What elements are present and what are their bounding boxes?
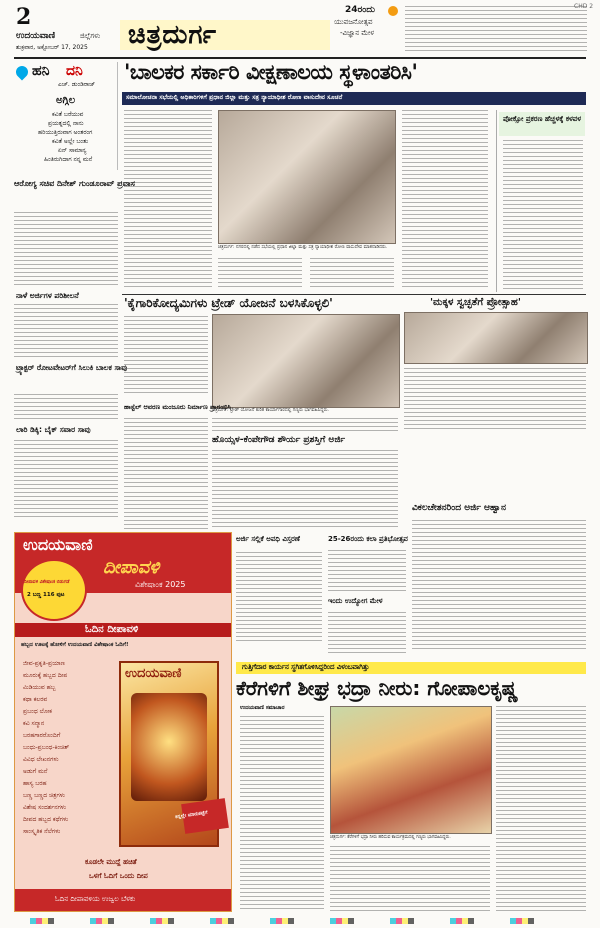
clean-headline: 'ಮಕ್ಕಳ ಸ್ವಚ್ಛತೆಗೆ ಪ್ರೋತ್ಸಾಹ': [430, 297, 521, 308]
mid-story-headline: ಹಾಸ್ಟೆಲ್ ಆವರಣ ಮಂಜೂರು ನಿರ್ಮಾಣ ಪ್ರಾರಂಭಿಸಿ: [124, 403, 231, 411]
column-brand: ಹನಿ: [32, 63, 50, 79]
left-story-body: [14, 440, 118, 520]
mid-story-body: [328, 550, 406, 592]
mid-story-body: [412, 520, 586, 652]
trade-headline: 'ಕೈಗಾರಿಕೋದ್ಯಮಿಗಳು ಟ್ರೇಡ್ ಯೋಜನೆ ಬಳಸಿಕೊಳ್ಳಲಿ': [124, 296, 333, 310]
ad-content-item: ಕವಿ ಸನ್ಮಾನ: [23, 720, 45, 727]
ad-footer-1: ಕೂಡಲೇ ಮುದ್ದೆ ಹಚಿತೆ: [85, 858, 137, 866]
promo-line-3: -ವಿಜ್ಞಾನ ಮೇಳ: [340, 29, 375, 37]
ad-content-item: ಪ್ರಬಂಧ ಲೋಕ: [23, 708, 52, 715]
trade-body: [124, 316, 208, 396]
main-subhead: ಸಮಾಲೋಚನಾ ಸಭೆಯಲ್ಲಿ ಅಧಿಕಾರಿಗಳಿಗೆ ಪ್ರಧಾನ ಜಿಲ್ಲಾ ಮತ್ತು ಸತ್ರ ನ್ಯಾಯಾಧೀಶ ರೋಣ ವಾಸುದೇವ ಸೂಚನೆ: [126, 94, 343, 101]
left-story-body: [14, 304, 118, 360]
paper-name: ಉದಯವಾಣಿ: [16, 31, 56, 41]
ad-content-item: ಮಿಡಿಯುವ ಹಬ್ಬ: [23, 684, 56, 691]
ad-content-item: ಬರಹಗಾರರೊಂದಿಗೆ: [23, 732, 61, 739]
section-rule: [122, 294, 586, 295]
pocso-body: [503, 140, 583, 290]
ad-footer-2: ಒಳಗೆ ಓದಿಗೆ ಒಂದು ದೀಪ: [89, 872, 148, 880]
ad-cover-art: [131, 693, 207, 801]
column-brand-accent: ದನಿ: [66, 63, 83, 79]
column-author: ಎಚ್. ಡುಂಡಿರಾಜ್: [58, 81, 96, 88]
trade-body: [212, 418, 398, 432]
clean-photo: [404, 312, 588, 364]
ad-footer-3: ಓದಿನ ದೀಪಾವಳಿಯ ಉಜ್ವಲ ಬೆಳಕು: [55, 895, 136, 903]
ad-content-item: ಜೀವ-ಪ್ರಕೃತಿ-ಪ್ರಯಾಣ: [23, 660, 65, 667]
main-caption: ಚಿತ್ರದುರ್ಗ: ನಗರದಲ್ಲಿ ನಡೆದ ಸಭೆಯಲ್ಲಿ ಪ್ರಧಾನ ಜಿಲ್ಲಾ ಮತ್ತು ಸತ್ರ ನ್ಯಾಯಾಧೀಶ ರೋಣ ವಾಸುದೇವ ಮಾತನಾಡಿದರು.: [218, 245, 388, 250]
promo-line-2: ಯುವಜನೋತ್ಸವ: [334, 18, 373, 26]
poem-line: ಏನ್ ಸಾಮಾನ್ಯ: [58, 147, 87, 154]
column-box: [14, 62, 118, 170]
left-story-body: [14, 212, 118, 288]
mid-story-body: [124, 418, 208, 488]
poem-line: ಕವಿತೆ ಬರೆಯುವ: [52, 111, 84, 118]
bottom-byline: ಉದಯವಾಣಿ ಸಮಾಚಾರ: [240, 705, 285, 711]
bottom-body-col1: [240, 716, 324, 912]
page-tag: CHD 2: [574, 3, 594, 10]
bottom-kicker: ಗುತ್ತಿಗೆದಾರ ಕಾರ್ಯನ ಸ್ಥಗಿತಗೊಳಿಸಿದ್ದರಿಂದ ವಿಳಂಬವಾಗಿತ್ತು: [242, 663, 370, 671]
ad-brand: ಉದಯವಾಣಿ: [23, 535, 93, 554]
ad-content-item: ಸಾಂಸ್ಕೃತಿಕ ನೆಲೆಗಳು: [23, 828, 61, 835]
ad-sticker-text: ಕಿನ್ನಲ್ಲೇ ಮಾರುಕಟ್ಟೆಗೆ: [174, 809, 208, 821]
poem-line: ಕವಿತೆ ಅಲ್ಲೇ ಬಂತು: [52, 138, 89, 145]
poem-line: ಹರಿಯುತ್ತಿರುವಾಗ ಅಂತರಂಗ: [38, 129, 93, 136]
ad-content-item: ವಿಶೇಷ ಸಂದರ್ಶನಗಳು: [23, 804, 66, 811]
ad-badge-text: ದೀಪಾವಳಿ ವಿಶೇಷಾಂಕ ಬಿಡುಗಡೆ: [24, 580, 70, 585]
left-story-body: [14, 394, 118, 422]
trade-photo: [212, 314, 400, 408]
mid-story-body: [212, 450, 398, 530]
left-story-headline: ಲಾರಿ ಡಿಕ್ಕಿ: ಬೈಕ್ ಸವಾರ ಸಾವು: [16, 425, 91, 434]
ad-content-item: ಅಡುಗೆ ಮನೆ: [23, 768, 48, 775]
masthead: [0, 0, 600, 52]
ad-content-item: ದೀಪದ ಹಬ್ಬದ ಕಥೆಗಳು: [23, 816, 69, 823]
ad-band: ಓದಿನ ದೀಪಾವಳಿ: [85, 624, 139, 635]
pocso-headline-1: ಪೋಕ್ಸೋ ಪ್ರಕರಣ ಹೆಚ್ಚಳಕ್ಕೆ ಕಳವಳ: [503, 115, 582, 123]
bottom-body-col3: [496, 706, 586, 912]
deepavali-ad: [14, 532, 232, 912]
mid-story-body: [328, 612, 406, 656]
ad-festival: ದೀಪಾವಳಿ: [103, 557, 160, 578]
ad-content-item: ವಿವಿಧ ಲೇಖನಗಳು: [23, 756, 59, 763]
ad-content-item: ಹಾಸ್ಯ ಬರಹ: [23, 780, 47, 787]
bottom-body-col2: [330, 846, 490, 912]
ad-issue: ವಿಶೇಷಾಂಕ 2025: [135, 580, 186, 589]
clean-body: [404, 368, 586, 432]
mid-story-headline: ಅರ್ಜಿ ಸಲ್ಲಿಕೆ ಅವಧಿ ವಿಸ್ತರಣೆ: [236, 535, 300, 543]
bottom-headline: ಕೆರೆಗಳಿಗೆ ಶೀಘ್ರ ಭದ್ರಾ ನೀರು: ಗೋಪಾಲಕೃಷ್ಣ: [236, 676, 519, 700]
mid-story-body: [124, 492, 208, 532]
drop-icon: [14, 64, 31, 81]
ad-cover-title: ಉದಯವಾಣಿ: [125, 666, 182, 681]
main-body-col2: [218, 258, 302, 290]
mid-story-headline: ವಿಕಲಚೇತನರಿಂದ ಅರ್ಜಿ ಆಹ್ವಾನ: [412, 503, 506, 513]
poem-title: ಅಗ್ಗಿಲ: [56, 95, 76, 106]
pocso-box: [496, 110, 586, 292]
ad-content-item: ಬಣ್ಣ ಬಣ್ಣದ ಚಿತ್ರಗಳು: [23, 792, 65, 799]
ad-content-item: ಬಂಧು-ಪ್ರಬಂಧ-ಕಿಂಚಿತ್: [23, 744, 70, 751]
left-story-headline: ನಾಳೆ ಅರ್ಜಿಗಳ ಪರಿಶೀಲನೆ: [16, 291, 79, 300]
ad-content-item: ಮೂರುಕ್ಕೆ ಹಬ್ಬದ ದೀಪ: [23, 672, 68, 679]
section-title: ಚಿತ್ರದುರ್ಗ: [128, 20, 217, 50]
left-story-headline: ಟ್ರ್ಯಾಕ್ಟರ್ ರೋಟವೇಟರ್‌ಗೆ ಸಿಲುಕಿ ಬಾಲಕ ಸಾವು: [16, 363, 128, 372]
registration-marks: [30, 918, 570, 924]
mid-story-headline: 25-26ರಂದು ಕಲಾ ಪ್ರತಿಭೋತ್ಸವ: [328, 535, 408, 543]
ad-price: 2 ಬಣ್ಣ 116 ಪುಟ: [27, 592, 65, 598]
promo-date: 24ರಂದು: [345, 5, 375, 15]
header-rule: [14, 57, 586, 59]
mid-story-body: [236, 552, 322, 642]
header-brief-text: [405, 6, 587, 54]
edition-label: ಜಿಲ್ಲೆಗಳು: [80, 32, 101, 40]
poem-line: ಹಿಂತಿರುಗಿದಾಗ ನನ್ನ ಮನೆ: [44, 156, 93, 163]
trade-caption: ಚಿತ್ರದುರ್ಗ: ಟ್ರೇಡ್ ಯೋಜನೆ ಕುರಿತ ಕಾರ್ಯಾಗಾರದಲ್ಲಿ ಗಣ್ಯರು ಭಾಗವಹಿಸಿದ್ದರು.: [212, 408, 329, 413]
issue-date: ಶುಕ್ರವಾರ, ಅಕ್ಟೋಬರ್ 17, 2025: [16, 44, 88, 51]
mid-story-headline: ಹೊಯ್ಸಳ-ಕೆಂಪೇಗೌಡ ಶೌರ್ಯ ಪ್ರಶಸ್ತಿಗೆ ಅರ್ಜಿ: [212, 435, 346, 445]
page-number: 2: [16, 4, 32, 30]
ad-content-item: ಕಥಾ ಕಲರವ: [23, 696, 48, 703]
main-body-col1: [124, 110, 212, 290]
main-headline: 'ಬಾಲಕರ ಸರ್ಕಾರಿ ವೀಕ್ಷಣಾಲಯ ಸ್ಥಳಾಂತರಿಸಿ': [124, 60, 418, 84]
mid-story-headline: ಇಂದು ಉದ್ಯೋಗ ಮೇಳ: [328, 597, 383, 605]
sun-icon: [388, 6, 398, 16]
main-body-col3: [310, 258, 394, 290]
poem-line: ಪ್ರಯತ್ನದಲ್ಲಿ ನಾನು: [48, 120, 84, 127]
ad-badge: [21, 559, 87, 621]
bottom-caption: ಚಿತ್ರದುರ್ಗ: ಕೆರೆಗಳಿಗೆ ಭದ್ರಾ ನೀರು ಹರಿಸುವ ಕಾರ್ಯಕ್ರಮದಲ್ಲಿ ಗಣ್ಯರು ಭಾಗವಹಿಸಿದ್ದರು.: [330, 835, 451, 840]
bottom-photo: [330, 706, 492, 834]
main-photo: [218, 110, 396, 244]
main-body-col4: [402, 110, 488, 290]
ad-tagline: ಹಬ್ಬದ ಊಟಕ್ಕೆ ಹೋಳಿಗೆ ಉದಯವಾಣಿ ವಿಶೇಷಾಂಕ ಓದಿಗೆ!: [21, 642, 129, 648]
left-story-headline: ಆರೋಗ್ಯ ಸಚಿವ ದಿನೇಶ್ ಗುಂಡೂರಾವ್ ಪ್ರವಾಸ: [14, 179, 135, 188]
